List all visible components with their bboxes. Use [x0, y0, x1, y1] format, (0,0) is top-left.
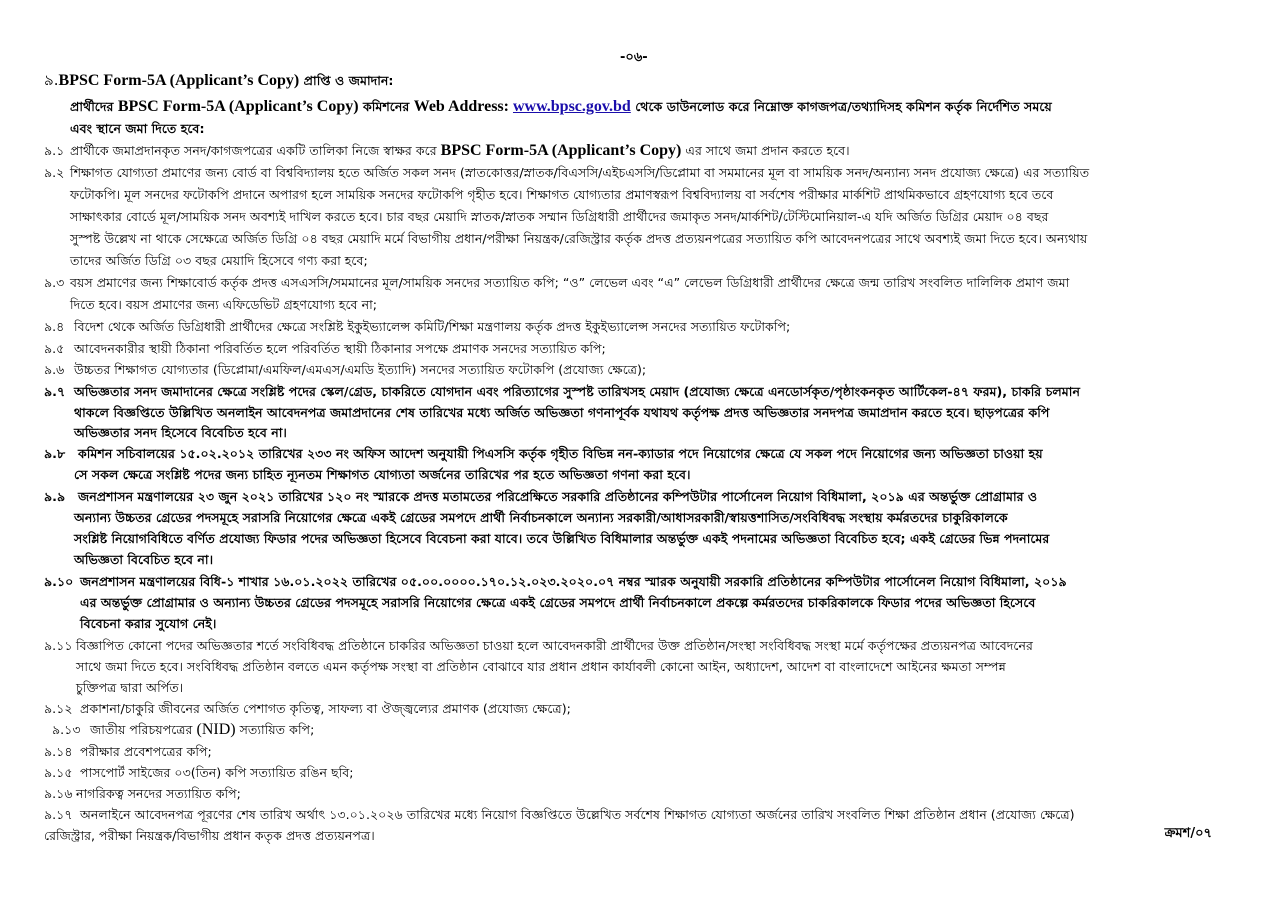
item-text-line: দিতে হবে। বয়স প্রমাণের জন্য এফিডেভিট গ্রহণযোগ্য হবে না;	[70, 297, 377, 312]
list-item-9-12	[44, 701, 571, 717]
item-number: ৯.১১	[44, 638, 73, 653]
item-text-line: চুক্তিপত্র দ্বারা অর্পিত।	[76, 680, 184, 695]
list-item-9-16	[44, 786, 241, 802]
item-number: ৯.১৬	[44, 786, 73, 801]
item-text: প্রার্থীকে জমাপ্রদানকৃত সনদ/কাগজপত্রের একটি তালিকা নিজে স্বাক্ষর করে	[70, 143, 441, 158]
list-item-9-8	[44, 446, 1043, 462]
list-item-9-15	[44, 765, 354, 781]
item-text: সত্যায়িত কপি;	[235, 722, 315, 737]
item-text-line: থাকলে বিজ্ঞপ্তিতে উল্লিখিত অনলাইন আবেদনপত্র জমাপ্রদানের শেষ তারিখের মধ্যে অর্জিত অভিজ্ঞতা গণনাপূর্বক যথাযথ কর্তৃপক্ষ প্রদত্ত অভিজ্ঞতার সনদপত্র জমাপ্রদান করতে হবে। ছাড়পত্রের কপি	[74, 405, 1050, 420]
item-number: ৯.৭	[44, 384, 66, 399]
list-item-9-11	[44, 638, 1033, 654]
item-text: বিদেশ থেকে অর্জিত ডিগ্রিধারী প্রার্থীদের ক্ষেত্রে সংশ্লিষ্ট ইকুইভ্যালেন্স কমিটি/শিক্ষা মন্ত্রণালয় কর্তৃক প্রদত্ত ইকুইভ্যালেন্স সনদের সত্যায়িত ফটোকপি;	[74, 319, 791, 334]
item-text-line: অভিজ্ঞতার সনদ হিসেবে বিবেচিত হবে না।	[74, 425, 287, 440]
item-number: ৯.১৩	[52, 722, 81, 737]
item-number: ৯.১৫	[44, 765, 73, 780]
item-text-line: সে সকল ক্ষেত্রে সংশ্লিষ্ট পদের জন্য চাহিত ন্যূনতম শিক্ষাগত যোগ্যতা অর্জনের তারিখের পর হতে অভিজ্ঞতা গণনা করা হবে।	[74, 467, 691, 482]
item-text-line: সুস্পষ্ট উল্লেখ না থাকে সেক্ষেত্রে অর্জিত ডিগ্রি ০৪ বছর মেয়াদি মর্মে বিভাগীয় প্রধান/পরীক্ষা নিয়ন্ত্রক/রেজিস্ট্রার কর্তৃক প্রদত্ত প্রত্যয়নপত্রের সত্যায়িত কপি আবেদনপত্রের সাথে অবশ্যই জমা দিতে হবে। অন্যথায়	[70, 231, 1088, 246]
item-number: ৯.২	[44, 165, 65, 180]
item-text: জাতীয় পরিচয়পত্রের	[90, 722, 197, 737]
list-item-9-2	[44, 165, 1089, 181]
item-text: আবেদনকারীর স্থায়ী ঠিকানা পরিবর্তিত হলে পরিবর্তিত স্থায়ী ঠিকানার সপক্ষে প্রমাণক সনদের সত্যায়িত কপি;	[74, 341, 606, 356]
item-number: ৯.১০	[44, 574, 74, 589]
item-text: নাগরিকত্ব সনদের সত্যায়িত কপি;	[76, 786, 241, 801]
item-text: জনপ্রশাসন মন্ত্রণালয়ের ২৩ জুন ২০২১ তারিখের ১২০ নং স্মারকে প্রদত্ত মতামতের পরিপ্রেক্ষিতে সরকারি প্রতিষ্ঠানের কম্পিউটার পার্সোনেল নিয়োগ বিধিমালা, ২০১৯ এর অন্তর্ভুক্ত প্রোগ্রামার ও	[78, 489, 1038, 504]
item-text-line: ফটোকপি। মূল সনদের ফটোকপি প্রদানে অপারগ হলে সাময়িক সনদের ফটোকপি গৃহীত হবে। শিক্ষাগত যোগ্যতার প্রমাণস্বরূপ বিশ্ববিদ্যালয় বা সর্বশেষ পরীক্ষার মার্কশিট প্রাথমিকভাবে গ্রহণযোগ্য হবে তবে	[70, 187, 1054, 202]
item-text: অনলাইনে আবেদনপত্র পূরণের শেষ তারিখ অর্থাৎ ১৩.০১.২০২৬ তারিখের মধ্যে নিয়োগ বিজ্ঞপ্তিতে উল্লেখিত সর্বশেষ শিক্ষাগত যোগ্যতা অর্জনের তারিখ সংবলিত শিক্ষা প্রতিষ্ঠান প্রধান (প্রযোজ্য ক্ষেত্রে)	[80, 807, 1075, 822]
item-text: জনপ্রশাসন মন্ত্রণালয়ের বিধি-১ শাখার ১৬.০১.২০২২ তারিখের ০৫.০০.০০০০.১৭০.১২.০২৩.২০২০.০৭ নম্বর স্মারক অনুযায়ী সরকারি প্রতিষ্ঠানের কম্পিউটার পার্সোনেল নিয়োগ বিধিমালা, ২০১৯	[80, 574, 1067, 589]
list-item-9-4	[44, 319, 790, 335]
section-title-bn: প্রাপ্তি ও জমাদান:	[299, 73, 394, 88]
item-text: বিজ্ঞাপিত কোনো পদের অভিজ্ঞতার শর্তে সংবিধিবদ্ধ প্রতিষ্ঠানে চাকরির অভিজ্ঞতা চাওয়া হলে আবেদনকারী প্রার্থীদের উক্ত প্রতিষ্ঠান/সংস্থা সংবিধিবদ্ধ সংস্থা মর্মে কর্তৃপক্ষের প্রত্যয়নপত্র আবেদনের	[76, 638, 1033, 653]
item-text-line: এর অন্তর্ভুক্ত প্রোগ্রামার ও অন্যান্য উচ্চতর গ্রেডের পদসমূহে সরাসরি নিয়োগের ক্ষেত্রে একই গ্রেডের সমপদে প্রার্থী নির্বাচনকালে প্রকল্পে কর্মরতদের চাকরিকালকে ফিডার পদের অভিজ্ঞতা হিসেবে	[80, 595, 1036, 610]
list-item-9-7	[44, 384, 1080, 400]
list-item-9-1	[44, 143, 850, 159]
item-text-line: বিবেচনা করার সুযোগ নেই।	[80, 616, 217, 631]
item-number: ৯.৬	[44, 362, 65, 377]
nid-label: (NID)	[196, 721, 236, 738]
section-heading	[44, 72, 393, 89]
list-item-9-17	[44, 807, 1075, 823]
item-text-line: তাদের অর্জিত ডিগ্রি ০৩ বছর মেয়াদি হিসেবে গণ্য করা হবে;	[70, 253, 368, 268]
item-text: এর সাথে জমা প্রদান করতে হবে।	[681, 143, 850, 158]
list-item-9-13	[52, 722, 314, 738]
continued-marker: ক্রমশ/০৭	[1164, 826, 1212, 841]
form-name: BPSC Form-5A (Applicant’s Copy)	[117, 98, 359, 115]
list-item-9-14	[44, 744, 212, 760]
item-number: ৯.৯	[44, 489, 66, 504]
item-text: অভিজ্ঞতার সনদ জমাদানের ক্ষেত্রে সংশ্লিষ্ট পদের স্কেল/গ্রেড, চাকরিতে যোগদান এবং পরিত্যাগের সুস্পষ্ট তারিখসহ মেয়াদ (প্রযোজ্য ক্ষেত্রে এনডোর্সকৃত/পৃষ্ঠাংকনকৃত আর্টিকেল-৪৭ ফরম), চাকরি চলমান	[74, 384, 1080, 399]
item-text: কমিশন সচিবালয়ের ১৫.০২.২০১২ তারিখের ২৩৩ নং অফিস আদেশ অনুযায়ী পিএসসি কর্তৃক গৃহীত বিভিন্ন নন-ক্যাডার পদে নিয়োগের ক্ষেত্রে যে সকল পদে নিয়োগের জন্য অভিজ্ঞতা চাওয়া হয়	[78, 446, 1043, 461]
item-text: বয়স প্রমাণের জন্য শিক্ষাবোর্ড কর্তৃক প্রদত্ত এসএসসি/সমমানের মূল/সাময়িক সনদের সত্যায়িত কপি; “ও” লেভেল এবং “এ” লেভেল ডিগ্রিধারী প্রার্থীদের ক্ষেত্রে জন্ম তারিখ সংবলিত দালিলিক প্রমাণ জমা	[70, 275, 1070, 290]
web-address-label: Web Address:	[413, 98, 513, 115]
item-text-line: অন্যান্য উচ্চতর গ্রেডের পদসমূহে সরাসরি নিয়োগের ক্ষেত্রে একই গ্রেডের সমপদে প্রার্থী নির্বাচনকালে অন্যান্য সরকারী/আধাসরকারী/স্বায়ত্তশাসিত/সংবিধিবদ্ধ সংস্থায় কর্মরতদের চাকুরিকালকে	[74, 510, 1008, 525]
item-number: ৯.১	[44, 143, 65, 158]
item-text: শিক্ষাগত যোগ্যতা প্রমাণের জন্য বোর্ড বা বিশ্ববিদ্যালয় হতে অর্জিত সকল সনদ (স্নাতকোত্তর/স্নাতক/বিএসসি/এইচএসসি/ডিপ্লোমা বা সমমানের মূল বা সাময়িক সনদ/অন্যান্য সনদ প্রযোজ্য ক্ষেত্রে) এর সত্যায়িত	[70, 165, 1090, 180]
intro-line-2: এবং স্থানে জমা দিতে হবে:	[70, 121, 205, 136]
list-item-9-9	[44, 489, 1037, 505]
section-number: ৯.	[44, 71, 59, 89]
item-text: উচ্চতর শিক্ষাগত যোগ্যতার (ডিপ্লোমা/এমফিল/এমএস/এমডি ইত্যাদি) সনদের সত্যায়িত ফটোকপি (প্রযোজ্য ক্ষেত্রে);	[74, 362, 647, 377]
item-number: ৯.৮	[44, 446, 66, 461]
list-item-9-6	[44, 362, 646, 378]
intro-text: থেকে ডাউনলোড করে নিম্নোক্ত কাগজপত্র/তথ্যাদিসহ কমিশন কর্তৃক নির্দেশিত সময়ে	[630, 99, 1052, 114]
item-number: ৯.১২	[44, 701, 73, 716]
page-number: -০৬-	[620, 50, 648, 65]
item-text: প্রকাশনা/চাকুরি জীবনের অর্জিত পেশাগত কৃতিত্ব, সাফল্য বা ঔজ্জ্বল্যের প্রমাণক (প্রযোজ্য ক্ষেত্রে);	[80, 701, 571, 716]
intro-text: প্রার্থীদের	[70, 99, 118, 114]
bpsc-website-link[interactable]: www.bpsc.gov.bd	[512, 98, 631, 115]
item-text-line: সাক্ষাৎকার বোর্ডে মূল/সাময়িক সনদ অবশ্যই দাখিল করতে হবে। চার বছর মেয়াদি স্নাতক/স্নাতক সম্মান ডিগ্রিধারী প্রার্থীদের জমাকৃত সনদ/মার্কশিট/টেস্টিমোনিয়াল-এ যদি অর্জিত ডিগ্রির মেয়াদ ০৪ বছর	[70, 209, 1049, 224]
item-text-line: সংশ্লিষ্ট নিয়োগবিধিতে বর্ণিত প্রযোজ্য ফিডার পদের অভিজ্ঞতা হিসেবে বিবেচনা করা যাবে। তবে উল্লিখিত বিধিমালার অন্তর্ভুক্ত একই পদনামের অভিজ্ঞতা বিবেচিত হবে; একই গ্রেডের ভিন্ন পদনামের	[74, 531, 1050, 546]
list-item-9-3	[44, 275, 1069, 291]
list-item-9-5	[44, 341, 606, 357]
item-number: ৯.৩	[44, 275, 65, 290]
item-text: পাসপোর্ট সাইজের ০৩(তিন) কপি সত্যায়িত রঙিন ছবি;	[80, 765, 354, 780]
item-number: ৯.১৭	[44, 807, 73, 822]
item-number: ৯.৫	[44, 341, 65, 356]
item-number: ৯.৪	[44, 319, 65, 334]
section-title-latin: BPSC Form-5A (Applicant’s Copy)	[58, 72, 300, 89]
form-name: BPSC Form-5A (Applicant’s Copy)	[440, 142, 682, 159]
list-item-9-10	[44, 574, 1067, 590]
intro-text: কমিশনের	[358, 99, 414, 114]
intro-line-1	[70, 99, 1052, 115]
item-text: পরীক্ষার প্রবেশপত্রের কপি;	[80, 744, 212, 759]
item-text-line: অভিজ্ঞতা বিবেচিত হবে না।	[74, 552, 214, 567]
item-text-line: সাথে জমা দিতে হবে। সংবিধিবদ্ধ প্রতিষ্ঠান বলতে এমন কর্তৃপক্ষ সংস্থা বা প্রতিষ্ঠান বোঝাবে যার প্রধান প্রধান কার্যাবলী কোনো আইন, অধ্যাদেশ, আদেশ বা বাংলাদেশে আইনের ক্ষমতা সম্পন্ন	[76, 659, 1006, 674]
item-number: ৯.১৪	[44, 744, 73, 759]
item-text-line: রেজিস্ট্রার, পরীক্ষা নিয়ন্ত্রক/বিভাগীয় প্রধান কতৃক প্রদত্ত প্রত্যয়নপত্র।	[44, 828, 375, 843]
